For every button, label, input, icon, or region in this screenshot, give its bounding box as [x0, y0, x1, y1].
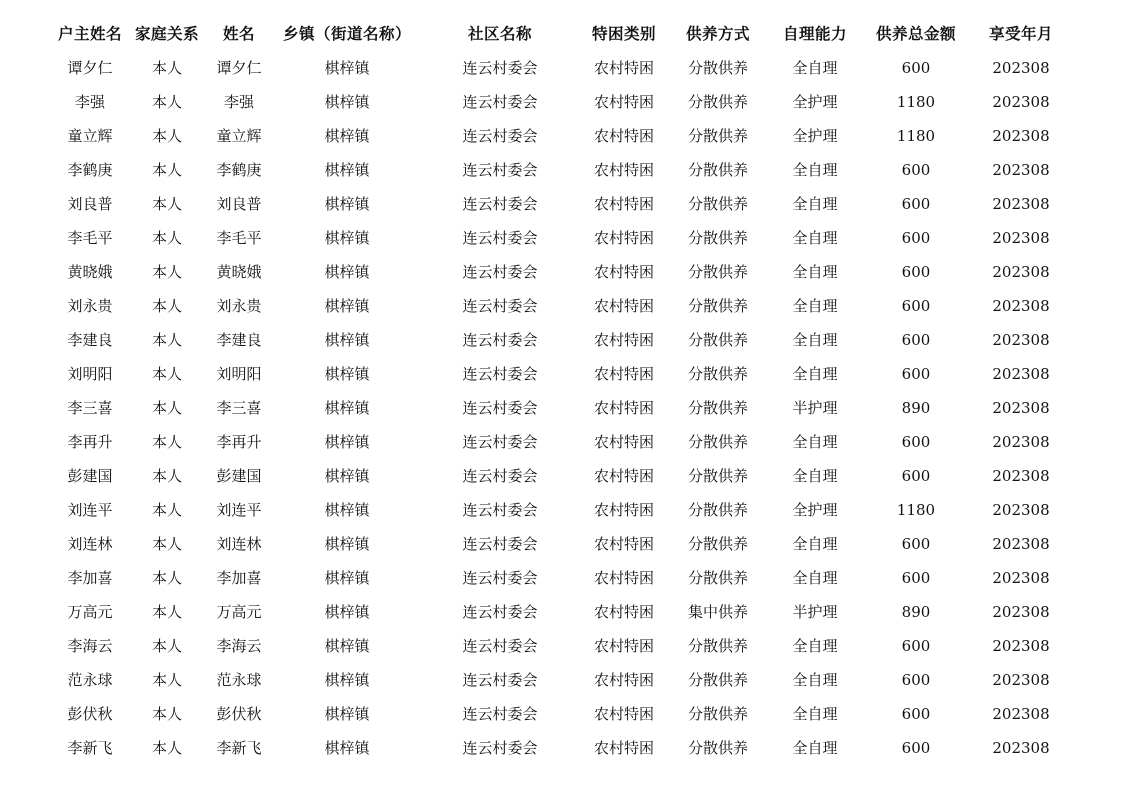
cell-community: 连云村委会: [462, 93, 538, 111]
cell-township: 棋梓镇: [324, 297, 370, 315]
col-header-support-mode: 供养方式: [685, 24, 750, 43]
cell-township: 棋梓镇: [324, 365, 370, 383]
cell-township: 棋梓镇: [324, 637, 370, 655]
cell-community: 连云村委会: [462, 467, 538, 485]
table-row: [52, 255, 1074, 289]
cell-household-head: 刘明阳: [67, 365, 113, 383]
cell-year-month: 202308: [992, 59, 1050, 77]
col-header-household-head: 户主姓名: [57, 24, 122, 43]
cell-community: 连云村委会: [462, 535, 538, 553]
cell-total-amount: 600: [901, 739, 931, 757]
cell-support-mode: 分散供养: [687, 365, 748, 383]
cell-household-head: 黄晓娥: [67, 263, 113, 281]
cell-self-care: 全自理: [792, 365, 838, 383]
cell-year-month: 202308: [992, 603, 1050, 621]
cell-year-month: 202308: [992, 229, 1050, 247]
cell-support-mode: 分散供养: [687, 705, 748, 723]
cell-township: 棋梓镇: [324, 229, 370, 247]
cell-relationship: 本人: [151, 263, 182, 281]
cell-category: 农村特困: [593, 399, 654, 417]
table-row: [52, 153, 1074, 187]
cell-household-head: 李三喜: [67, 399, 113, 417]
cell-community: 连云村委会: [462, 59, 538, 77]
cell-year-month: 202308: [992, 705, 1050, 723]
cell-year-month: 202308: [992, 637, 1050, 655]
cell-category: 农村特困: [593, 229, 654, 247]
cell-year-month: 202308: [992, 365, 1050, 383]
cell-relationship: 本人: [151, 59, 182, 77]
cell-total-amount: 600: [901, 263, 931, 281]
cell-category: 农村特困: [593, 263, 654, 281]
cell-name: 谭夕仁: [216, 59, 262, 77]
cell-support-mode: 分散供养: [687, 637, 748, 655]
cell-support-mode: 分散供养: [687, 127, 748, 145]
cell-township: 棋梓镇: [324, 331, 370, 349]
cell-community: 连云村委会: [462, 331, 538, 349]
cell-relationship: 本人: [151, 603, 182, 621]
cell-self-care: 全自理: [792, 705, 838, 723]
table-body: [52, 51, 1074, 765]
cell-community: 连云村委会: [462, 739, 538, 757]
cell-total-amount: 890: [901, 603, 931, 621]
cell-total-amount: 600: [901, 229, 931, 247]
cell-support-mode: 分散供养: [687, 331, 748, 349]
cell-township: 棋梓镇: [324, 263, 370, 281]
cell-total-amount: 890: [901, 399, 931, 417]
cell-support-mode: 分散供养: [687, 263, 748, 281]
cell-support-mode: 分散供养: [687, 59, 748, 77]
cell-household-head: 刘永贵: [67, 297, 113, 315]
cell-support-mode: 分散供养: [687, 467, 748, 485]
cell-category: 农村特困: [593, 569, 654, 587]
cell-relationship: 本人: [151, 433, 182, 451]
cell-household-head: 谭夕仁: [67, 59, 113, 77]
cell-self-care: 全自理: [792, 59, 838, 77]
cell-year-month: 202308: [992, 467, 1050, 485]
cell-community: 连云村委会: [462, 637, 538, 655]
cell-year-month: 202308: [992, 399, 1050, 417]
cell-community: 连云村委会: [462, 399, 538, 417]
cell-category: 农村特困: [593, 331, 654, 349]
table-row: [52, 289, 1074, 323]
table-row: [52, 425, 1074, 459]
cell-household-head: 童立辉: [67, 127, 113, 145]
cell-relationship: 本人: [151, 297, 182, 315]
cell-community: 连云村委会: [462, 127, 538, 145]
cell-category: 农村特困: [593, 637, 654, 655]
cell-self-care: 全自理: [792, 535, 838, 553]
cell-name: 彭建国: [216, 467, 262, 485]
cell-relationship: 本人: [151, 93, 182, 111]
cell-household-head: 李鹤庚: [67, 161, 113, 179]
table-row: [52, 221, 1074, 255]
cell-township: 棋梓镇: [324, 467, 370, 485]
cell-year-month: 202308: [992, 569, 1050, 587]
cell-category: 农村特困: [593, 161, 654, 179]
cell-relationship: 本人: [151, 705, 182, 723]
cell-name: 李鹤庚: [216, 161, 262, 179]
cell-self-care: 全自理: [792, 433, 838, 451]
cell-self-care: 全自理: [792, 569, 838, 587]
cell-year-month: 202308: [992, 739, 1050, 757]
cell-township: 棋梓镇: [324, 161, 370, 179]
cell-name: 李新飞: [216, 739, 262, 757]
cell-community: 连云村委会: [462, 195, 538, 213]
cell-total-amount: 600: [901, 535, 931, 553]
cell-township: 棋梓镇: [324, 705, 370, 723]
cell-self-care: 半护理: [792, 399, 838, 417]
table-row: [52, 357, 1074, 391]
cell-name: 童立辉: [216, 127, 262, 145]
cell-year-month: 202308: [992, 501, 1050, 519]
cell-name: 李加喜: [216, 569, 262, 587]
cell-household-head: 李加喜: [67, 569, 113, 587]
cell-household-head: 万高元: [67, 603, 113, 621]
cell-household-head: 范永球: [67, 671, 113, 689]
cell-support-mode: 分散供养: [687, 161, 748, 179]
cell-township: 棋梓镇: [324, 93, 370, 111]
cell-total-amount: 1180: [896, 501, 936, 519]
cell-self-care: 全护理: [792, 127, 838, 145]
cell-year-month: 202308: [992, 535, 1050, 553]
cell-township: 棋梓镇: [324, 569, 370, 587]
cell-self-care: 半护理: [792, 603, 838, 621]
cell-township: 棋梓镇: [324, 671, 370, 689]
cell-township: 棋梓镇: [324, 127, 370, 145]
cell-name: 范永球: [216, 671, 262, 689]
cell-household-head: 刘连林: [67, 535, 113, 553]
col-header-self-care: 自理能力: [782, 24, 847, 43]
cell-total-amount: 1180: [896, 93, 936, 111]
cell-category: 农村特困: [593, 603, 654, 621]
cell-category: 农村特困: [593, 195, 654, 213]
cell-total-amount: 600: [901, 365, 931, 383]
cell-total-amount: 1180: [896, 127, 936, 145]
cell-relationship: 本人: [151, 569, 182, 587]
cell-support-mode: 分散供养: [687, 569, 748, 587]
cell-township: 棋梓镇: [324, 535, 370, 553]
cell-year-month: 202308: [992, 331, 1050, 349]
cell-support-mode: 集中供养: [687, 603, 748, 621]
table-row: [52, 493, 1074, 527]
cell-township: 棋梓镇: [324, 739, 370, 757]
cell-year-month: 202308: [992, 297, 1050, 315]
cell-relationship: 本人: [151, 161, 182, 179]
table-row: [52, 187, 1074, 221]
cell-household-head: 彭建国: [67, 467, 113, 485]
table-row: [52, 85, 1074, 119]
cell-household-head: 刘良普: [67, 195, 113, 213]
table-row: [52, 323, 1074, 357]
cell-name: 刘明阳: [216, 365, 262, 383]
cell-name: 刘连林: [216, 535, 262, 553]
cell-year-month: 202308: [992, 127, 1050, 145]
cell-name: 李毛平: [216, 229, 262, 247]
cell-support-mode: 分散供养: [687, 229, 748, 247]
cell-support-mode: 分散供养: [687, 93, 748, 111]
cell-relationship: 本人: [151, 331, 182, 349]
cell-category: 农村特困: [593, 739, 654, 757]
cell-year-month: 202308: [992, 433, 1050, 451]
cell-community: 连云村委会: [462, 501, 538, 519]
cell-name: 刘连平: [216, 501, 262, 519]
cell-township: 棋梓镇: [324, 433, 370, 451]
cell-category: 农村特困: [593, 127, 654, 145]
cell-community: 连云村委会: [462, 705, 538, 723]
cell-total-amount: 600: [901, 161, 931, 179]
cell-township: 棋梓镇: [324, 501, 370, 519]
cell-relationship: 本人: [151, 399, 182, 417]
cell-support-mode: 分散供养: [687, 297, 748, 315]
cell-self-care: 全自理: [792, 467, 838, 485]
cell-total-amount: 600: [901, 705, 931, 723]
cell-relationship: 本人: [151, 467, 182, 485]
cell-total-amount: 600: [901, 59, 931, 77]
cell-support-mode: 分散供养: [687, 433, 748, 451]
cell-self-care: 全自理: [792, 195, 838, 213]
cell-name: 刘良普: [216, 195, 262, 213]
table-row: [52, 119, 1074, 153]
table-header: [52, 17, 1074, 51]
cell-self-care: 全自理: [792, 263, 838, 281]
cell-community: 连云村委会: [462, 603, 538, 621]
cell-community: 连云村委会: [462, 671, 538, 689]
cell-relationship: 本人: [151, 195, 182, 213]
cell-support-mode: 分散供养: [687, 739, 748, 757]
cell-name: 刘永贵: [216, 297, 262, 315]
header-row: [52, 17, 1074, 51]
cell-self-care: 全护理: [792, 93, 838, 111]
cell-category: 农村特困: [593, 501, 654, 519]
cell-support-mode: 分散供养: [687, 671, 748, 689]
cell-total-amount: 600: [901, 195, 931, 213]
cell-total-amount: 600: [901, 297, 931, 315]
cell-community: 连云村委会: [462, 433, 538, 451]
cell-category: 农村特困: [593, 671, 654, 689]
col-header-category: 特困类别: [591, 24, 656, 43]
cell-name: 李海云: [216, 637, 262, 655]
cell-self-care: 全自理: [792, 297, 838, 315]
table-row: [52, 731, 1074, 765]
cell-relationship: 本人: [151, 637, 182, 655]
cell-name: 彭伏秋: [216, 705, 262, 723]
cell-category: 农村特困: [593, 93, 654, 111]
col-header-township: 乡镇（街道名称）: [282, 24, 411, 43]
cell-community: 连云村委会: [462, 229, 538, 247]
cell-year-month: 202308: [992, 195, 1050, 213]
cell-category: 农村特困: [593, 433, 654, 451]
cell-relationship: 本人: [151, 671, 182, 689]
cell-self-care: 全护理: [792, 501, 838, 519]
cell-community: 连云村委会: [462, 263, 538, 281]
cell-support-mode: 分散供养: [687, 195, 748, 213]
cell-self-care: 全自理: [792, 739, 838, 757]
cell-year-month: 202308: [992, 93, 1050, 111]
cell-self-care: 全自理: [792, 671, 838, 689]
cell-community: 连云村委会: [462, 569, 538, 587]
cell-total-amount: 600: [901, 433, 931, 451]
cell-support-mode: 分散供养: [687, 501, 748, 519]
cell-total-amount: 600: [901, 331, 931, 349]
cell-total-amount: 600: [901, 637, 931, 655]
cell-name: 李再升: [216, 433, 262, 451]
cell-category: 农村特困: [593, 705, 654, 723]
cell-year-month: 202308: [992, 263, 1050, 281]
col-header-year-month: 享受年月: [988, 24, 1053, 43]
cell-township: 棋梓镇: [324, 195, 370, 213]
cell-category: 农村特困: [593, 365, 654, 383]
cell-year-month: 202308: [992, 671, 1050, 689]
cell-name: 万高元: [216, 603, 262, 621]
cell-total-amount: 600: [901, 671, 931, 689]
table-row: [52, 459, 1074, 493]
col-header-name: 姓名: [222, 24, 255, 43]
cell-township: 棋梓镇: [324, 399, 370, 417]
col-header-relationship: 家庭关系: [134, 24, 199, 43]
cell-name: 黄晓娥: [216, 263, 262, 281]
cell-household-head: 李海云: [67, 637, 113, 655]
col-header-total-amount: 供养总金额: [875, 24, 956, 43]
cell-community: 连云村委会: [462, 161, 538, 179]
cell-name: 李建良: [216, 331, 262, 349]
cell-category: 农村特困: [593, 59, 654, 77]
cell-household-head: 刘连平: [67, 501, 113, 519]
table-row: [52, 51, 1074, 85]
cell-household-head: 李强: [74, 93, 105, 111]
assistance-roster-table: [52, 17, 1074, 765]
table-row: [52, 527, 1074, 561]
cell-self-care: 全自理: [792, 637, 838, 655]
cell-total-amount: 600: [901, 569, 931, 587]
cell-name: 李强: [223, 93, 254, 111]
cell-household-head: 彭伏秋: [67, 705, 113, 723]
table-row: [52, 561, 1074, 595]
cell-relationship: 本人: [151, 365, 182, 383]
col-header-community: 社区名称: [467, 24, 532, 43]
cell-relationship: 本人: [151, 535, 182, 553]
cell-community: 连云村委会: [462, 297, 538, 315]
cell-category: 农村特困: [593, 297, 654, 315]
cell-household-head: 李建良: [67, 331, 113, 349]
cell-township: 棋梓镇: [324, 59, 370, 77]
cell-community: 连云村委会: [462, 365, 538, 383]
table-row: [52, 697, 1074, 731]
cell-category: 农村特困: [593, 467, 654, 485]
cell-relationship: 本人: [151, 229, 182, 247]
table-row: [52, 391, 1074, 425]
cell-total-amount: 600: [901, 467, 931, 485]
cell-relationship: 本人: [151, 501, 182, 519]
cell-support-mode: 分散供养: [687, 535, 748, 553]
table-row: [52, 629, 1074, 663]
cell-relationship: 本人: [151, 739, 182, 757]
cell-household-head: 李新飞: [67, 739, 113, 757]
cell-name: 李三喜: [216, 399, 262, 417]
cell-year-month: 202308: [992, 161, 1050, 179]
cell-township: 棋梓镇: [324, 603, 370, 621]
cell-self-care: 全自理: [792, 229, 838, 247]
cell-relationship: 本人: [151, 127, 182, 145]
cell-self-care: 全自理: [792, 331, 838, 349]
table-row: [52, 595, 1074, 629]
table-row: [52, 663, 1074, 697]
cell-self-care: 全自理: [792, 161, 838, 179]
cell-household-head: 李毛平: [67, 229, 113, 247]
cell-support-mode: 分散供养: [687, 399, 748, 417]
cell-category: 农村特困: [593, 535, 654, 553]
cell-household-head: 李再升: [67, 433, 113, 451]
